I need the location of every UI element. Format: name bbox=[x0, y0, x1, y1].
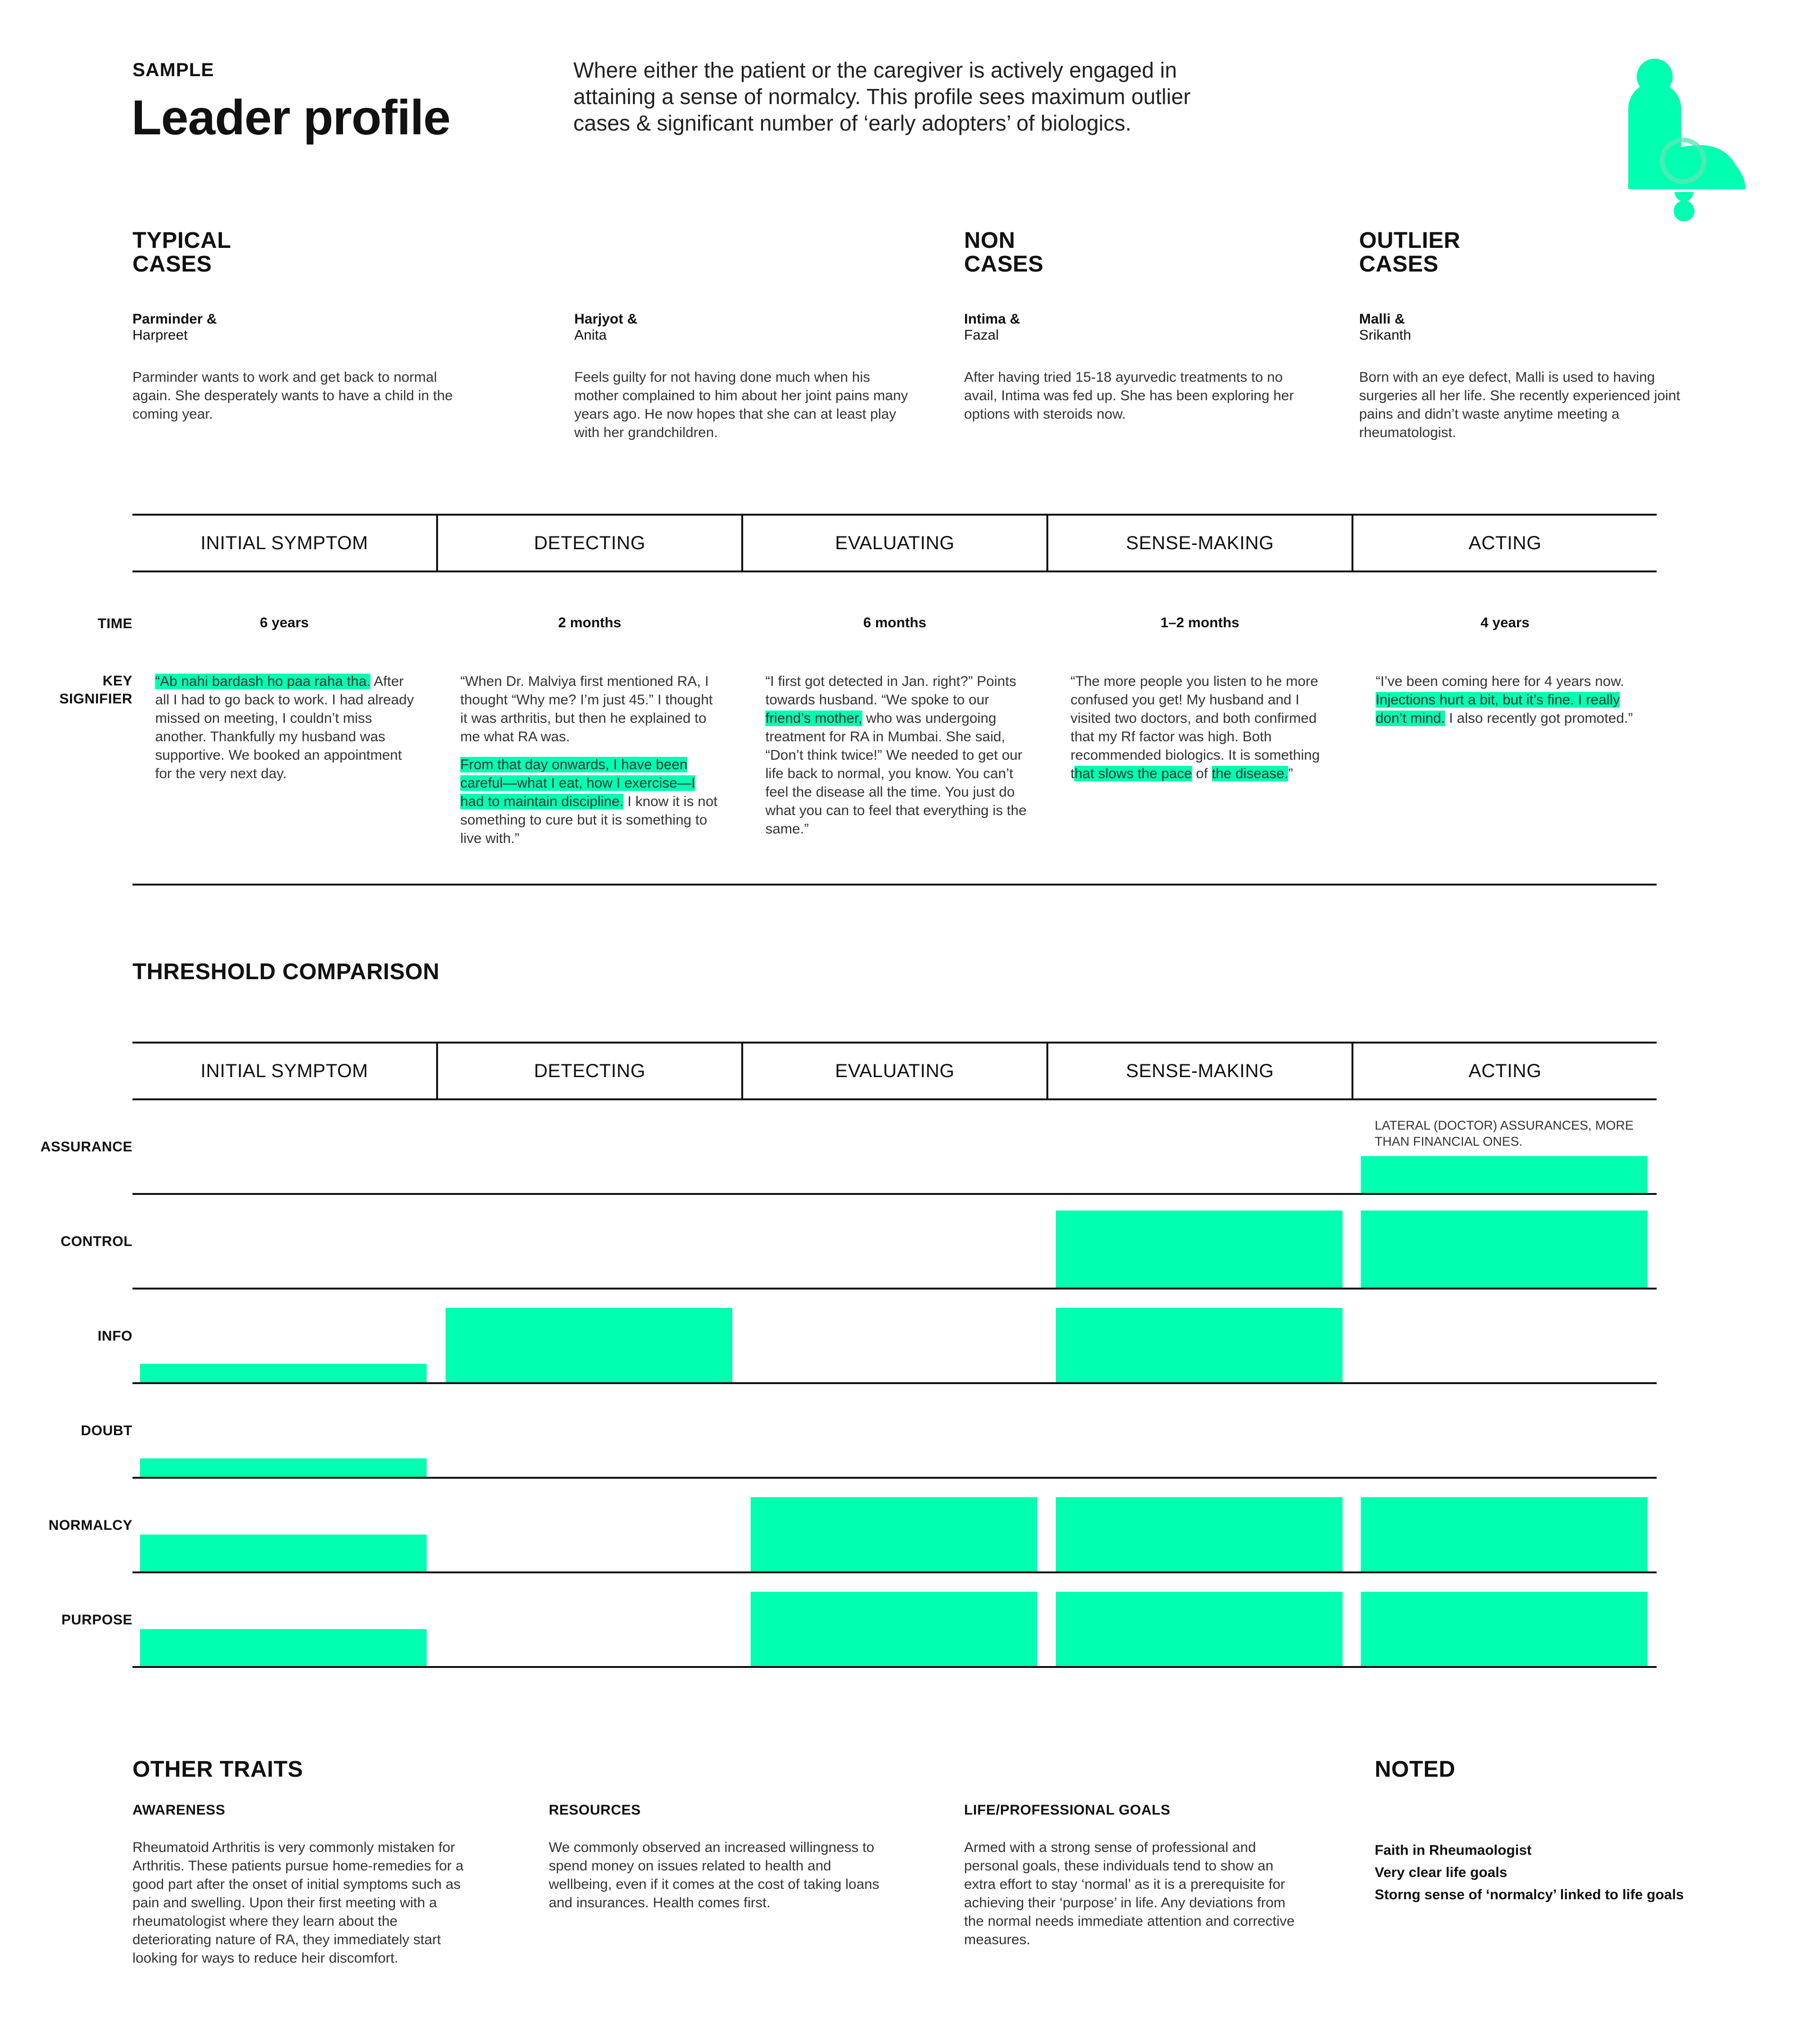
outlier-cases-heading bbox=[1359, 229, 1460, 276]
threshold-row-rule bbox=[132, 1571, 1657, 1573]
noted-title: NOTED bbox=[1375, 1757, 1456, 1782]
threshold-stage-header: ACTING bbox=[1468, 1060, 1542, 1081]
typical-cases-heading-line1: TYPICAL bbox=[132, 228, 231, 253]
case-description: Born with an eye defect, Malli is used to having surgeries all her life. She recently experienced joint pains and didn’t waste anytime meeting a rheumatologist. bbox=[1359, 369, 1680, 440]
threshold-bar bbox=[1361, 1156, 1648, 1193]
case-name-secondary: Srikanth bbox=[1359, 327, 1412, 343]
time-value: 6 months bbox=[863, 615, 927, 631]
threshold-stage-header: DETECTING bbox=[534, 1060, 646, 1081]
quote-text: “When Dr. Malviya first mentioned RA, I thought “Why me? I’m just 45.” I thought it was arthritis, but then he explained to me what RA was. bbox=[460, 674, 713, 745]
case-name-primary: Malli & bbox=[1359, 311, 1405, 327]
threshold-bar bbox=[1056, 1592, 1343, 1666]
journey-bottom-rule bbox=[132, 884, 1657, 886]
threshold-row-rule bbox=[132, 1193, 1657, 1195]
case-description: Parminder wants to work and get back to normal again. She desperately wants to have a child in the coming year. bbox=[132, 369, 453, 422]
case-name-secondary: Anita bbox=[574, 327, 607, 343]
trait-heading: LIFE/PROFESSIONAL GOALS bbox=[964, 1802, 1170, 1818]
stage-header: ACTING bbox=[1468, 532, 1542, 553]
quote-text: ” bbox=[1288, 766, 1293, 781]
threshold-title: THRESHOLD COMPARISON bbox=[132, 959, 440, 984]
case-description: Feels guilty for not having done much when his mother complained to him about her joint pains many years ago. He now hopes that she can at least play with her grandchildren. bbox=[574, 369, 908, 440]
key-signifier-quote bbox=[155, 672, 418, 783]
trait-body: Armed with a strong sense of professional and personal goals, these individuals tend to show an extra effort to stay ‘normal’ as it is a prerequisite for achieving their ‘purpose’ in life. Any deviations from the normal needs immediate attention and corrective measures. bbox=[964, 1840, 1295, 1948]
threshold-bar bbox=[751, 1497, 1037, 1571]
quote-text: “I’ve been coming here for 4 years now. bbox=[1376, 674, 1624, 689]
stage-header: INITIAL SYMPTOM bbox=[200, 532, 369, 553]
highlighted-phrase: “Ab nahi bardash ho paa raha tha. bbox=[155, 674, 371, 689]
threshold-row-label: DOUBT bbox=[80, 1423, 132, 1439]
page-title: Leader profile bbox=[132, 90, 450, 145]
threshold-row-rule bbox=[132, 1288, 1657, 1290]
quote-text: “The more people you listen to he more confused you get! My husband and I visited two doctors, and both confirmed that my Rf factor was high. Both recommended biologics. It is something t bbox=[1071, 674, 1320, 781]
threshold-row-rule bbox=[132, 1382, 1657, 1384]
threshold-bar bbox=[1361, 1497, 1648, 1571]
case-name-primary: Parminder & bbox=[132, 311, 217, 327]
page-description: Where either the patient or the caregiver is actively engaged in attaining a sense of normalcy. This profile sees maximum outlier cases & significant number of ‘early adopters’ of biologics. bbox=[573, 58, 1191, 135]
trait-body: Rheumatoid Arthritis is very commonly mistaken for Arthritis. These patients pursue home-remedies for a good part after the onset of initial symptoms such as pain and swelling. Upon their first meeting with a rheumatologist where they learn about the deteriorating nature of RA, they immediately start looking for ways to reduce heir discomfort. bbox=[132, 1840, 464, 1966]
trait-heading: RESOURCES bbox=[549, 1802, 641, 1818]
typical-cases-heading bbox=[132, 229, 231, 276]
eyebrow-label: SAMPLE bbox=[132, 60, 214, 80]
time-value: 2 months bbox=[558, 615, 622, 631]
case-card bbox=[1359, 311, 1690, 442]
threshold-row-label: NORMALCY bbox=[48, 1518, 132, 1533]
trait-block bbox=[964, 1802, 1305, 1949]
key-signifier-label bbox=[47, 672, 132, 708]
threshold-bar bbox=[446, 1308, 732, 1382]
threshold-bar bbox=[1056, 1497, 1343, 1571]
stage-header: EVALUATING bbox=[835, 532, 955, 553]
threshold-stage-header: SENSE-MAKING bbox=[1126, 1060, 1274, 1081]
case-name-primary: Intima & bbox=[964, 311, 1020, 327]
highlighted-phrase: Injections hurt a bit, but it’s fine. I really don’t mind. bbox=[1376, 692, 1620, 726]
key-signifier-quote bbox=[1071, 672, 1333, 783]
stage-header: DETECTING bbox=[534, 532, 646, 553]
noted-list bbox=[1375, 1841, 1696, 1904]
highlighted-phrase: From that day onwards, I have been careful—what I eat, how I exercise—I had to maintain discipline. bbox=[460, 757, 695, 809]
case-name-secondary: Harpreet bbox=[132, 327, 188, 343]
trait-block bbox=[132, 1802, 464, 1967]
quote-text: I also recently got promoted.” bbox=[1445, 711, 1633, 726]
case-name-primary: Harjyot & bbox=[574, 311, 638, 327]
highlighted-phrase: the disease. bbox=[1211, 766, 1289, 781]
threshold-bar bbox=[140, 1535, 427, 1571]
threshold-stage-header: INITIAL SYMPTOM bbox=[200, 1060, 369, 1081]
key-signifier-quote bbox=[765, 672, 1028, 838]
trait-block bbox=[549, 1802, 889, 1912]
key-signifier-quote bbox=[460, 672, 723, 848]
noted-item: Faith in Rheumaologist bbox=[1375, 1842, 1532, 1858]
key-signifier-label-line1: KEY bbox=[102, 673, 132, 689]
threshold-bar bbox=[1056, 1211, 1343, 1288]
journey-header-rule bbox=[132, 570, 1657, 572]
non-cases-heading bbox=[964, 229, 1044, 276]
highlighted-phrase: hat slows the pace bbox=[1074, 766, 1192, 781]
threshold-row-label: INFO bbox=[97, 1328, 132, 1344]
quote-text: After all I had to go back to work. I had already missed on meeting, I couldn’t miss another. Thankfully my husband was supportive. We booked an appointment for the very next day. bbox=[155, 674, 414, 781]
threshold-bar bbox=[140, 1629, 427, 1666]
threshold-bar bbox=[1056, 1308, 1343, 1382]
quote-text: who was undergoing treatment for RA in Mumbai. She said, “Don’t think twice!” We needed to get our life back to normal, you know. You can’t feel the disease all the time. You just do what you can to feel that everything is the same.” bbox=[765, 711, 1027, 837]
time-value: 6 years bbox=[260, 615, 309, 631]
threshold-row-rule bbox=[132, 1666, 1657, 1668]
case-card bbox=[964, 311, 1305, 423]
threshold-bar bbox=[140, 1458, 427, 1477]
noted-item: Storng sense of ‘normalcy’ linked to life goals bbox=[1375, 1887, 1684, 1903]
case-name-secondary: Fazal bbox=[964, 327, 999, 343]
threshold-bar bbox=[140, 1364, 427, 1382]
highlighted-phrase: friend’s mother, bbox=[765, 711, 862, 726]
threshold-row-label: PURPOSE bbox=[61, 1612, 132, 1628]
threshold-stage-header: EVALUATING bbox=[835, 1060, 955, 1081]
threshold-header-rule bbox=[132, 1098, 1657, 1100]
non-cases-heading-line2: CASES bbox=[964, 252, 1044, 277]
stage-header: SENSE-MAKING bbox=[1126, 532, 1274, 553]
time-value: 4 years bbox=[1480, 615, 1530, 631]
seated-person-icon bbox=[1627, 57, 1750, 227]
case-card bbox=[574, 311, 915, 442]
threshold-bar bbox=[1361, 1211, 1648, 1288]
outlier-cases-heading-line1: OUTLIER bbox=[1359, 228, 1461, 253]
threshold-bar bbox=[1361, 1592, 1648, 1666]
time-value: 1–2 months bbox=[1160, 615, 1239, 631]
other-traits-title: OTHER TRAITS bbox=[132, 1757, 303, 1782]
quote-text: I know it is not something to cure but it is something to live with.” bbox=[460, 794, 718, 846]
case-description: After having tried 15-18 ayurvedic treatments to no avail, Intima was fed up. She has been exploring her options with steroids now. bbox=[964, 369, 1294, 422]
threshold-bar bbox=[751, 1592, 1037, 1666]
typical-cases-heading-line2: CASES bbox=[132, 252, 212, 277]
non-cases-heading-line1: NON bbox=[964, 228, 1016, 253]
trait-body: We commonly observed an increased willingness to spend money on issues related to health and wellbeing, even if it comes at the cost of taking loans and insurances. Health comes first. bbox=[549, 1840, 879, 1911]
noted-item: Very clear life goals bbox=[1375, 1865, 1508, 1880]
trait-heading: AWARENESS bbox=[132, 1802, 226, 1818]
threshold-row-label: CONTROL bbox=[61, 1234, 132, 1249]
case-card bbox=[132, 311, 464, 423]
assurance-note: LATERAL (DOCTOR) ASSURANCES, MORE THAN FINANCIAL ONES. bbox=[1375, 1118, 1634, 1149]
outlier-cases-heading-line2: CASES bbox=[1359, 252, 1439, 277]
threshold-row-label: ASSURANCE bbox=[40, 1139, 132, 1155]
key-signifier-quote bbox=[1376, 672, 1638, 728]
threshold-row-rule bbox=[132, 1477, 1657, 1479]
quote-text: “I first got detected in Jan. right?” Points towards husband. “We spoke to our bbox=[765, 674, 1017, 708]
quote-text: of bbox=[1192, 766, 1212, 781]
key-signifier-label-line2: SIGNIFIER bbox=[59, 691, 132, 707]
time-row-label: TIME bbox=[97, 616, 132, 632]
